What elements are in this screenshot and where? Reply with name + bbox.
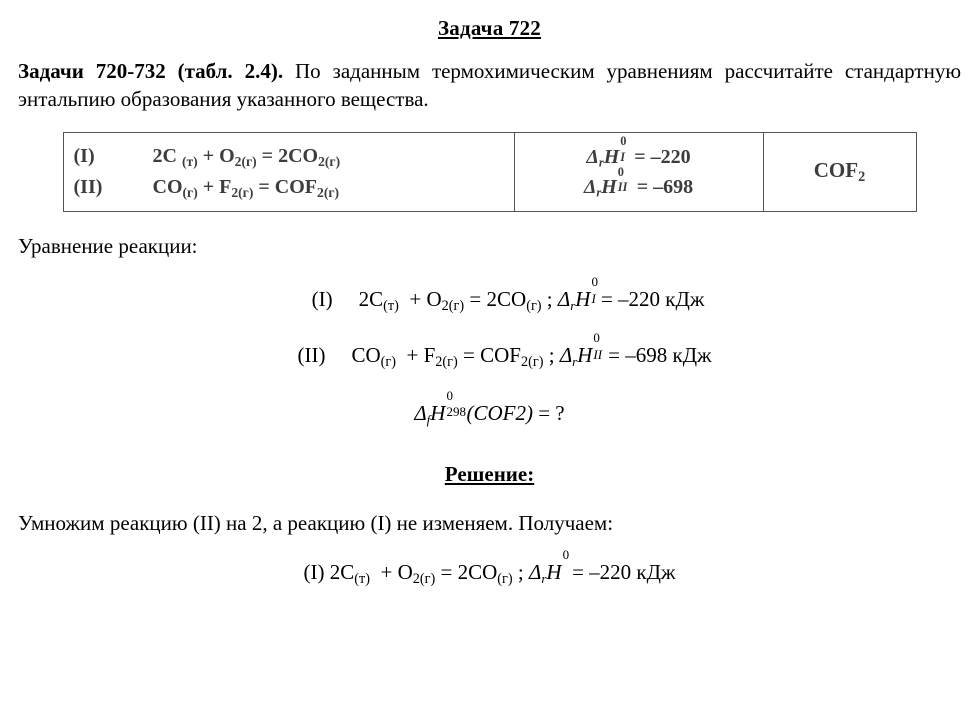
reaction-label-2: (II) (297, 343, 326, 368)
thermo-table-wrapper (0, 132, 979, 212)
table-cell-enthalpies (514, 132, 763, 211)
reaction-enthalpy-1: ΔrH 0 I = –220 кДж (557, 274, 705, 313)
solution-heading: Решение: (444, 461, 535, 486)
reaction-label-1: (I) (311, 287, 333, 312)
intro-lead: Задачи 720-732 (табл. 2.4). (18, 59, 284, 83)
table-row (63, 132, 916, 211)
reaction-line-2 (0, 330, 979, 371)
enthalpy-number-2: = –698 (636, 175, 694, 198)
table-equation-2: (II) $CO_{(г)} + F_{2(г)} = COF_{2(г)}$ (74, 172, 504, 203)
table-equation-1: (I) 2C $_{(т)} + O_{2(г)} = 2CO_{2(г)}$ (74, 141, 504, 172)
equation-heading: Уравнение реакции: (18, 234, 198, 259)
target-formula: ΔfH 0 298 (COF2) = ? (414, 388, 565, 427)
enthalpy-value-1: ΔrH 0 I = –220 (586, 134, 691, 170)
reaction-enthalpy-2: ΔrH 0 II = –698 кДж (559, 330, 712, 369)
intro-text: По заданным термохимическим уравнениям рассчитайте стандартную энтальпию образования указанного вещества. (18, 59, 962, 112)
table-cell-equations (63, 132, 514, 211)
clipped-label: (I) (303, 559, 330, 584)
intro-paragraph (18, 57, 961, 114)
reaction-line-1 (0, 274, 979, 315)
enthalpy-value-2: ΔrH 0 II = –698 (583, 164, 694, 200)
clipped-reaction-line (0, 547, 979, 588)
reaction-enthalpy-value-2: = –698 кДж (608, 343, 712, 368)
document-page (0, 16, 979, 701)
target-species: (COF2) (466, 401, 533, 426)
enthalpy-number-1: = –220 (634, 145, 691, 168)
thermo-table (63, 132, 917, 212)
table-cell-substance (763, 132, 916, 211)
reaction-equation-1: $2C_{(т)} + O_{2(г)} = 2CO_{(г)}$ ; (358, 287, 558, 315)
clipped-enthalpy: ΔrH 0 = –220 кДж (529, 547, 676, 586)
page-title: Задача 722 (438, 16, 541, 40)
substance-formula: $COF_2$ (813, 157, 866, 185)
target-equals: = ? (538, 401, 565, 426)
solution-text: Умножим реакцию (II) на 2, а реакцию (I) не изменяем. Получаем: (18, 510, 614, 535)
equation-label-1: (I) (73, 144, 95, 167)
clipped-equation: $2C_{(т)} + O_{2(г)} = 2CO_{(г)}$ ; (329, 559, 529, 587)
equation-label-2: (II) (73, 175, 103, 198)
clipped-enthalpy-value: = –220 кДж (572, 559, 676, 584)
reaction-equation-2: $CO_{(г)} + F_{2(г)} = COF_{2(г)}$ ; (351, 343, 560, 371)
reaction-enthalpy-value-1: = –220 кДж (600, 287, 705, 312)
